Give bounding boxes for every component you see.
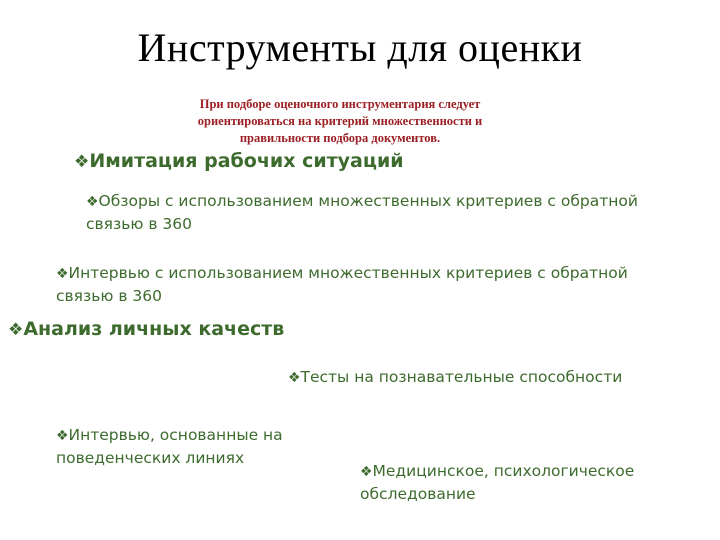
diamond-bullet-icon: ❖	[56, 266, 69, 282]
bullet-item-behavioral-interview	[56, 424, 283, 469]
bullet-text: Медицинское, психологическое	[372, 462, 635, 480]
bullet-text: Анализ личных качеств	[23, 318, 285, 340]
diamond-bullet-icon: ❖	[86, 194, 99, 210]
bullet-item-reviews-360	[86, 190, 638, 235]
note-line: правильности подбора документов.	[239, 131, 441, 145]
bullet-text: поведенческих линиях	[56, 449, 245, 467]
note-line: ориентироваться на критерий множественности и	[197, 114, 483, 128]
bullet-item-cognitive-tests	[288, 366, 622, 389]
bullet-item-imitation	[74, 150, 404, 172]
diamond-bullet-icon: ❖	[74, 152, 90, 172]
bullet-text: Обзоры с использованием множественных критериев с обратной	[98, 192, 638, 210]
bullet-text: Имитация рабочих ситуаций	[89, 150, 404, 172]
bullet-text: Тесты на познавательные способности	[300, 368, 623, 386]
bullet-text: Интервью, основанные на	[68, 426, 283, 444]
bullet-text: обследование	[360, 485, 476, 503]
bullet-item-personal-analysis	[8, 318, 284, 340]
slide-note	[130, 96, 550, 147]
diamond-bullet-icon: ❖	[56, 428, 69, 444]
diamond-bullet-icon: ❖	[8, 320, 24, 340]
bullet-text: Интервью с использованием множественных критериев с обратной	[68, 264, 628, 282]
bullet-item-interview-360	[56, 262, 628, 307]
slide-title: Инструменты для оценки	[137, 25, 583, 70]
bullet-text: связью в 360	[86, 215, 192, 233]
diamond-bullet-icon: ❖	[288, 370, 301, 386]
diamond-bullet-icon: ❖	[360, 464, 373, 480]
note-line: При подборе оценочного инструментария следует	[199, 97, 481, 111]
bullet-item-medical-exam	[360, 460, 634, 505]
bullet-text: связью в 360	[56, 287, 162, 305]
